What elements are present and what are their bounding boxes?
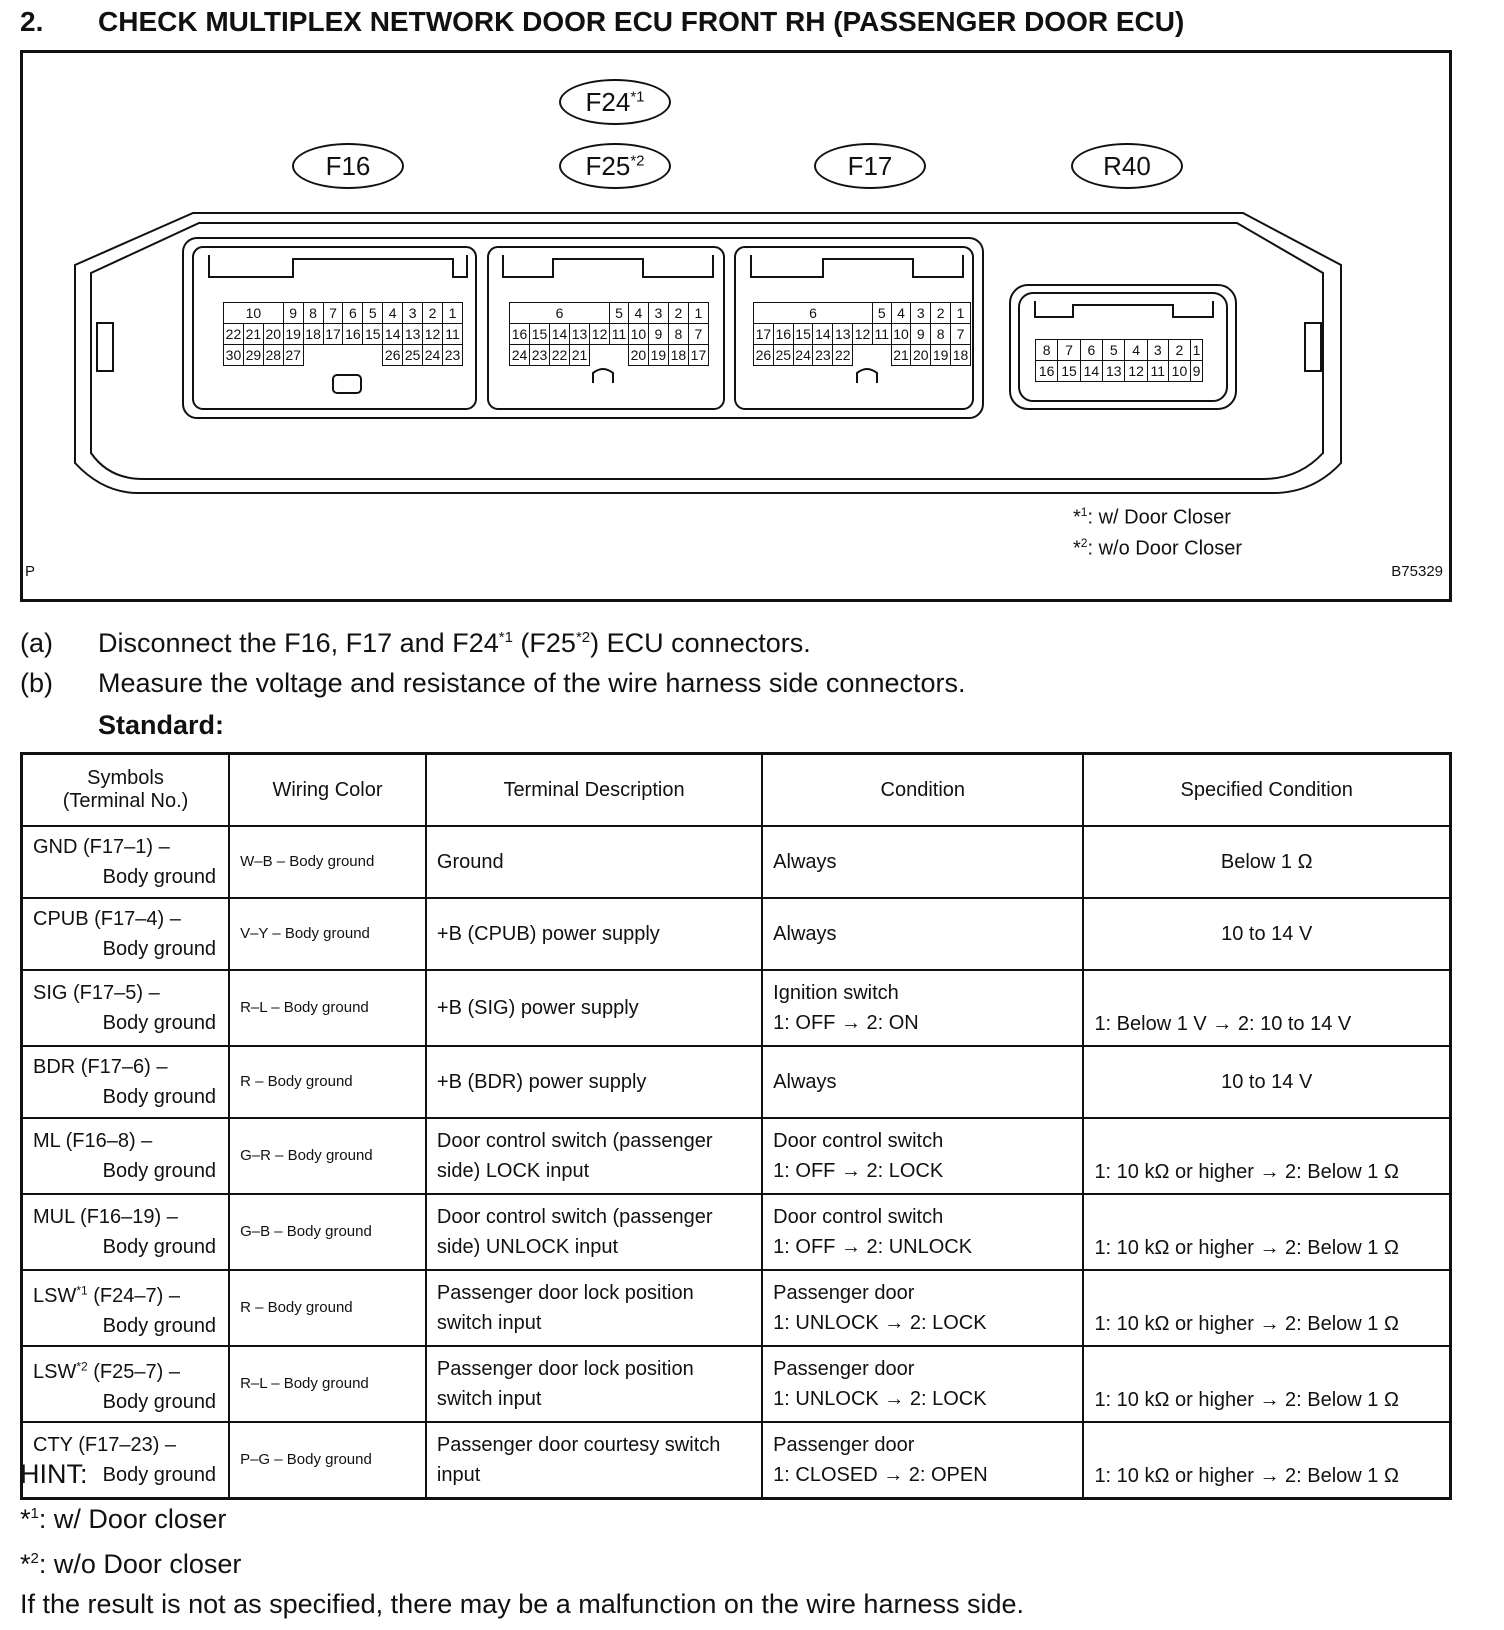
symbol-line-1: [33, 1434, 176, 1456]
pin-cell: 19: [931, 345, 951, 366]
table-row: [22, 1270, 1451, 1346]
pin-cell: 7: [688, 324, 708, 345]
cell-specified-condition: 1: 10 kΩ or higher → 2: Below 1 Ω: [1083, 1270, 1450, 1346]
cell-description: [426, 1046, 762, 1118]
pin-cell: 23: [442, 345, 462, 366]
connector-label-f17: F17: [814, 143, 926, 189]
cell-specified-condition: 1: 10 kΩ or higher → 2: Below 1 Ω: [1083, 1422, 1450, 1499]
header-terminal-description: Terminal Description: [426, 754, 762, 827]
symbol-line-2: Body ground: [102, 1160, 217, 1182]
pin-cell: 11: [1147, 361, 1168, 382]
cell-symbol: [22, 898, 230, 970]
symbol-terminal: (F24–7) –: [87, 1284, 180, 1307]
cell-symbol: [22, 1194, 230, 1270]
pin-cell: 7: [951, 324, 971, 345]
pin-cell: 19: [648, 345, 668, 366]
pin-cell: 27: [283, 345, 303, 366]
connector-label-f25: F25$^{*2}$: [559, 143, 671, 189]
connector-pins-f16: [223, 302, 463, 366]
pin-row: [754, 303, 971, 324]
cell-wiring-color: G–B – Body ground: [229, 1194, 426, 1270]
condition-line-2: 1: UNLOCK → 2: LOCK: [773, 1312, 987, 1334]
pin-cell: 2: [1168, 340, 1190, 361]
table-row: [22, 1346, 1451, 1422]
pin-row: [754, 324, 971, 345]
pin-cell: 15: [363, 324, 383, 345]
cell-specified-condition: Below 1 Ω: [1083, 826, 1450, 898]
description-line-1: +B (BDR) power supply: [436, 1071, 647, 1093]
symbol-line-2: Body ground: [102, 1012, 217, 1034]
condition-line-2: 1: OFF → 2: LOCK: [773, 1160, 944, 1182]
symbol-footnote: *2: [76, 1359, 88, 1374]
pin-cell: 14: [813, 324, 833, 345]
condition-line-2: 1: UNLOCK → 2: LOCK: [773, 1388, 987, 1410]
pin-gap: [853, 345, 891, 366]
cell-specified-condition: 10 to 14 V: [1083, 1046, 1450, 1118]
connector-label-f16: F16: [292, 143, 404, 189]
pin-cell: 17: [688, 345, 708, 366]
cell-condition: [762, 970, 1083, 1046]
pin-cell: 6: [754, 303, 873, 324]
pin-cell: 12: [423, 324, 443, 345]
pin-cell: 7: [323, 303, 343, 324]
pin-cell: 23: [530, 345, 550, 366]
description-line-2: switch input: [436, 1312, 542, 1334]
step-number: 2.: [20, 6, 44, 37]
condition-line-1: Always: [773, 923, 837, 945]
instruction-b: (b) Measure the voltage and resistance of the wire harness side connectors.: [20, 668, 966, 698]
cell-symbol: [22, 1118, 230, 1194]
pin-cell: 15: [1058, 361, 1080, 382]
condition-line-1: Passenger door: [773, 1282, 915, 1304]
symbol-line-2: Body ground: [102, 866, 217, 888]
pin-cell: 10: [1168, 361, 1190, 382]
pin-cell: 30: [224, 345, 244, 366]
pin-row: [754, 345, 971, 366]
symbol-line-2: Body ground: [102, 1086, 217, 1108]
symbol-name: LSW: [33, 1284, 77, 1307]
hint-line-3: If the result is not as specified, there may be a malfunction on the wire harness side.: [20, 1589, 1025, 1619]
pin-cell: 11: [442, 324, 462, 345]
pin-cell: 18: [668, 345, 688, 366]
cell-condition: [762, 1118, 1083, 1194]
pin-cell: 4: [891, 303, 911, 324]
pin-cell: 3: [648, 303, 668, 324]
condition-line-1: Passenger door: [773, 1434, 915, 1456]
description-line-1: Passenger door lock position: [436, 1358, 694, 1380]
description-line-2: input: [436, 1464, 481, 1486]
cell-wiring-color: G–R – Body ground: [229, 1118, 426, 1194]
pin-cell: 25: [403, 345, 423, 366]
pin-cell: 16: [343, 324, 363, 345]
symbol-line-2: Body ground: [102, 938, 217, 960]
description-line-1: +B (CPUB) power supply: [436, 923, 660, 945]
symbol-line-1: [33, 836, 170, 858]
pin-row: [224, 345, 463, 366]
pin-cell: 5: [363, 303, 383, 324]
hint-section: [20, 1454, 1024, 1624]
description-line-2: side) UNLOCK input: [436, 1236, 619, 1258]
symbol-name: CTY (F17–23) –: [33, 1434, 177, 1456]
pin-cell: 13: [1103, 361, 1125, 382]
pin-cell: 25: [773, 345, 793, 366]
pin-cell: 7: [1058, 340, 1080, 361]
standard-table: [20, 752, 1452, 1500]
pin-cell: 9: [283, 303, 303, 324]
hint-line-1: *$^1$: w/ Door closer: [20, 1504, 227, 1534]
pin-cell: 11: [610, 324, 629, 345]
pin-row: [1036, 340, 1203, 361]
step-heading: [20, 6, 1184, 38]
symbol-line-2: Body ground: [102, 1236, 217, 1258]
pin-cell: 20: [628, 345, 648, 366]
pin-cell: 8: [668, 324, 688, 345]
symbol-line-2: Body ground: [102, 1314, 217, 1337]
cell-wiring-color: V–Y – Body ground: [229, 898, 426, 970]
pin-cell: 28: [263, 345, 283, 366]
condition-line-1: Passenger door: [773, 1358, 915, 1380]
condition-line-1: Always: [773, 851, 837, 873]
cell-wiring-color: P–G – Body ground: [229, 1422, 426, 1499]
instruction-a: (a) Disconnect the F16, F17 and F24$^{*1}$ (F25$^{*2}$) ECU connectors.: [20, 628, 811, 658]
table-row: [22, 1118, 1451, 1194]
cell-symbol: [22, 970, 230, 1046]
cell-wiring-color: R–L – Body ground: [229, 970, 426, 1046]
pin-cell: 4: [383, 303, 403, 324]
pin-cell: 17: [323, 324, 343, 345]
pin-cell: 26: [383, 345, 403, 366]
figure-code: B75329: [1391, 563, 1443, 580]
pin-cell: 9: [911, 324, 931, 345]
figure-note-2: *$^2$: w/o Door Closer: [1073, 536, 1242, 560]
symbol-footnote: *1: [76, 1283, 88, 1298]
pin-cell: 4: [628, 303, 648, 324]
pin-cell: 26: [754, 345, 774, 366]
pin-cell: 1: [951, 303, 971, 324]
symbol-terminal: (F25–7) –: [87, 1360, 180, 1383]
symbol-name: LSW: [33, 1360, 77, 1383]
pin-gap: [303, 345, 383, 366]
pin-row: [510, 345, 709, 366]
pin-row: [510, 303, 709, 324]
pin-cell: 10: [891, 324, 911, 345]
table-header-row: [22, 754, 1451, 827]
header-condition: Condition: [762, 754, 1083, 827]
hint-title: HINT:: [20, 1459, 88, 1489]
table-row: [22, 1046, 1451, 1118]
cell-description: [426, 826, 762, 898]
condition-line-2: 1: CLOSED → 2: OPEN: [773, 1464, 988, 1486]
pin-cell: 21: [243, 324, 263, 345]
cell-specified-condition: 1: Below 1 V → 2: 10 to 14 V: [1083, 970, 1450, 1046]
pin-cell: 21: [891, 345, 911, 366]
pin-row: [1036, 361, 1203, 382]
pin-row: [224, 303, 463, 324]
cell-symbol: [22, 826, 230, 898]
pin-cell: 5: [1103, 340, 1125, 361]
symbol-line-1: [33, 1130, 152, 1152]
connector-label-f24: F24$^{*1}$: [559, 79, 671, 125]
pin-cell: 9: [648, 324, 668, 345]
pin-row: [224, 324, 463, 345]
cell-wiring-color: R – Body ground: [229, 1270, 426, 1346]
cell-specified-condition: 1: 10 kΩ or higher → 2: Below 1 Ω: [1083, 1118, 1450, 1194]
description-line-1: Ground: [436, 851, 504, 873]
condition-line-1: Ignition switch: [773, 982, 899, 1004]
pin-cell: 5: [872, 303, 891, 324]
cell-description: [426, 1270, 762, 1346]
connector-label-r40: R40: [1071, 143, 1183, 189]
cell-description: [426, 1346, 762, 1422]
symbol-name: SIG (F17–5) –: [33, 982, 160, 1004]
pin-cell: 2: [931, 303, 951, 324]
header-specified-condition: Specified Condition: [1083, 754, 1450, 827]
pin-cell: 3: [1147, 340, 1168, 361]
pin-cell: 5: [610, 303, 629, 324]
pin-cell: 13: [570, 324, 590, 345]
cell-condition: [762, 1270, 1083, 1346]
pin-cell: 11: [872, 324, 891, 345]
pin-cell: 14: [1080, 361, 1102, 382]
header-symbols: Symbols (Terminal No.): [22, 754, 230, 827]
symbol-line-1: [33, 1056, 168, 1078]
pin-row: [510, 324, 709, 345]
symbol-name: GND (F17–1) –: [33, 836, 170, 858]
pin-cell: 24: [510, 345, 530, 366]
pin-cell: 6: [510, 303, 610, 324]
header-wiring-color: Wiring Color: [229, 754, 426, 827]
ecu-connector-figure: [20, 50, 1452, 602]
description-line-1: Passenger door courtesy switch: [436, 1434, 721, 1456]
symbol-name: MUL (F16–19) –: [33, 1206, 178, 1228]
condition-line-2: 1: OFF → 2: ON: [773, 1012, 919, 1034]
pin-cell: 13: [833, 324, 853, 345]
pin-cell: 29: [243, 345, 263, 366]
cell-specified-condition: 10 to 14 V: [1083, 898, 1450, 970]
pin-cell: 6: [1080, 340, 1102, 361]
pin-cell: 22: [550, 345, 570, 366]
symbol-line-2: Body ground: [102, 1390, 217, 1413]
symbol-name: CPUB (F17–4) –: [33, 908, 181, 930]
pin-cell: 8: [931, 324, 951, 345]
cell-specified-condition: 1: 10 kΩ or higher → 2: Below 1 Ω: [1083, 1194, 1450, 1270]
description-line-2: side) LOCK input: [436, 1160, 590, 1182]
step-title: CHECK MULTIPLEX NETWORK DOOR ECU FRONT RH (PASSENGER DOOR ECU): [98, 6, 1185, 37]
cell-wiring-color: W–B – Body ground: [229, 826, 426, 898]
cell-condition: [762, 1046, 1083, 1118]
pin-cell: 1: [688, 303, 708, 324]
table-row: [22, 970, 1451, 1046]
condition-line-1: Door control switch: [773, 1206, 944, 1228]
cell-condition: [762, 826, 1083, 898]
cell-description: [426, 970, 762, 1046]
hint-line-2: *$^2$: w/o Door closer: [20, 1549, 242, 1579]
pin-cell: 22: [224, 324, 244, 345]
pin-cell: 24: [423, 345, 443, 366]
pin-cell: 21: [570, 345, 590, 366]
pin-cell: 14: [550, 324, 570, 345]
connector-pins-f25: [509, 302, 709, 366]
symbol-name: ML (F16–8) –: [33, 1130, 153, 1152]
symbol-line-1: [33, 982, 160, 1004]
cell-description: [426, 1118, 762, 1194]
symbol-line-2: Body ground: [102, 1464, 217, 1486]
pin-cell: 19: [283, 324, 303, 345]
symbol-line-1: [33, 1206, 178, 1228]
pin-cell: 20: [911, 345, 931, 366]
cell-symbol: [22, 1346, 230, 1422]
standard-label: Standard:: [98, 710, 225, 740]
pin-cell: 12: [853, 324, 873, 345]
pin-cell: 12: [1125, 361, 1147, 382]
cell-wiring-color: R–L – Body ground: [229, 1346, 426, 1422]
pin-cell: 14: [383, 324, 403, 345]
pin-cell: 4: [1125, 340, 1147, 361]
pin-cell: 2: [668, 303, 688, 324]
pin-cell: 22: [833, 345, 853, 366]
symbol-line-1: [33, 1285, 180, 1307]
cell-description: [426, 1194, 762, 1270]
description-line-2: switch input: [436, 1388, 542, 1410]
pin-cell: 1: [442, 303, 462, 324]
figure-note-1: *$^1$: w/ Door Closer: [1073, 505, 1231, 529]
pin-gap: [590, 345, 629, 366]
pin-cell: 18: [951, 345, 971, 366]
cell-specified-condition: 1: 10 kΩ or higher → 2: Below 1 Ω: [1083, 1346, 1450, 1422]
table-row: [22, 898, 1451, 970]
pin-cell: 1: [1191, 340, 1203, 361]
pin-cell: 2: [423, 303, 443, 324]
connector-pins-f17: [753, 302, 971, 366]
pin-cell: 15: [530, 324, 550, 345]
cell-condition: [762, 898, 1083, 970]
pin-cell: 8: [1036, 340, 1058, 361]
pin-cell: 3: [403, 303, 423, 324]
instruction-list: [20, 628, 965, 708]
cell-symbol: [22, 1270, 230, 1346]
connector-pins-r40: [1035, 339, 1203, 382]
cell-description: [426, 898, 762, 970]
pin-cell: 15: [793, 324, 813, 345]
pin-cell: 8: [303, 303, 323, 324]
pin-cell: 24: [793, 345, 813, 366]
pin-cell: 16: [510, 324, 530, 345]
condition-line-1: Door control switch: [773, 1130, 944, 1152]
condition-line-2: 1: OFF → 2: UNLOCK: [773, 1236, 973, 1258]
figure-corner-mark: P: [25, 563, 36, 580]
pin-cell: 13: [403, 324, 423, 345]
pin-cell: 12: [590, 324, 610, 345]
pin-cell: 16: [1036, 361, 1058, 382]
pin-cell: 23: [813, 345, 833, 366]
description-line-1: Passenger door lock position: [436, 1282, 694, 1304]
symbol-line-1: [33, 1361, 180, 1383]
symbol-name: BDR (F17–6) –: [33, 1056, 168, 1078]
symbol-line-1: [33, 908, 181, 930]
table-row: [22, 826, 1451, 898]
cell-condition: [762, 1346, 1083, 1422]
table-row: [22, 1194, 1451, 1270]
condition-line-1: Always: [773, 1071, 837, 1093]
pin-cell: 17: [754, 324, 774, 345]
pin-cell: 18: [303, 324, 323, 345]
cell-condition: [762, 1194, 1083, 1270]
description-line-1: Door control switch (passenger: [436, 1206, 713, 1228]
pin-cell: 10: [224, 303, 284, 324]
pin-cell: 16: [773, 324, 793, 345]
cell-wiring-color: R – Body ground: [229, 1046, 426, 1118]
description-line-1: +B (SIG) power supply: [436, 997, 639, 1019]
pin-cell: 6: [343, 303, 363, 324]
pin-cell: 10: [628, 324, 648, 345]
pin-cell: 9: [1191, 361, 1203, 382]
description-line-1: Door control switch (passenger: [436, 1130, 713, 1152]
cell-symbol: [22, 1046, 230, 1118]
pin-cell: 20: [263, 324, 283, 345]
pin-cell: 3: [911, 303, 931, 324]
